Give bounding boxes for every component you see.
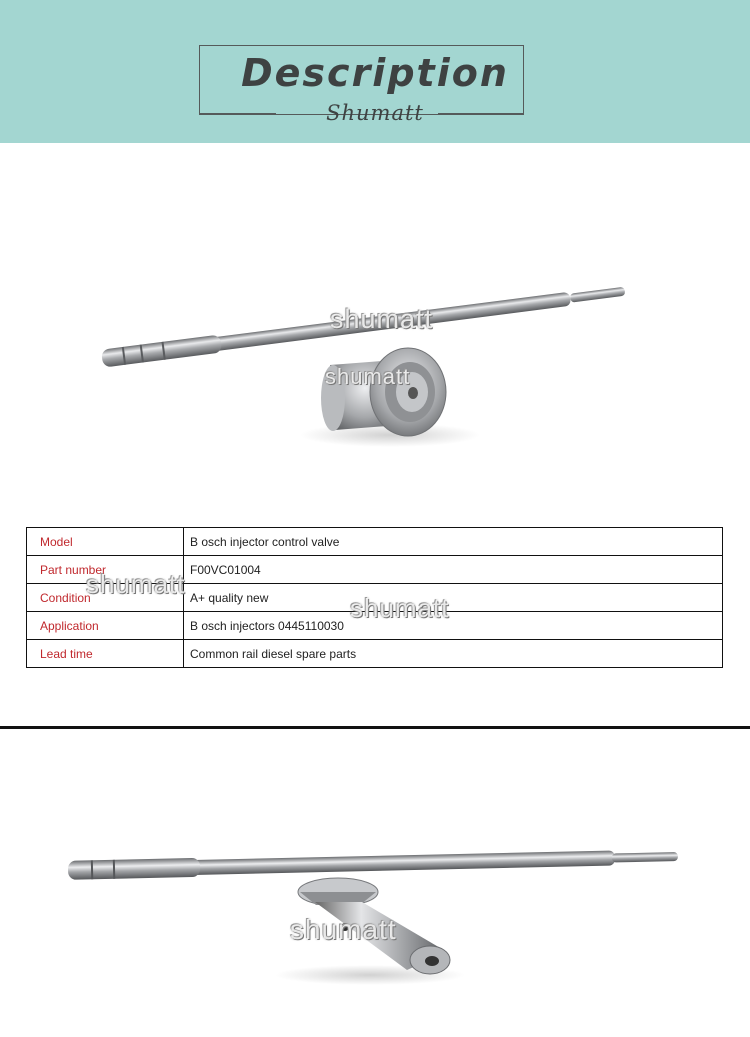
product-photo-1 [0,150,750,510]
watermark-3: shumatt [86,569,186,599]
product-photo-2 [0,780,750,1000]
watermark-4: shumatt [350,593,450,623]
table-row [27,640,723,668]
spec-label: Part number [27,556,184,584]
spec-value: A+ quality new [184,584,723,612]
watermark-2: shumatt [325,364,411,389]
subtitle-rule-right [438,113,524,114]
spec-label: Application [27,612,184,640]
page-subtitle: Shumatt [326,101,424,125]
watermark-1: shumatt [330,304,434,334]
watermark-5: shumatt [290,914,397,945]
valve-stem-graphic-2 [68,847,678,880]
header-banner [0,0,750,143]
valve-body-graphic [321,348,446,436]
spec-value: B osch injector control valve [184,528,723,556]
table-row [27,528,723,556]
spec-label: Model [27,528,184,556]
spec-label: Condition [27,584,184,612]
section-divider [0,726,750,729]
spec-value: B osch injectors 0445110030 [184,612,723,640]
page-title: Description [241,51,509,95]
spec-label: Lead time [27,640,184,668]
spec-value: F00VC01004 [184,556,723,584]
spec-value: Common rail diesel spare parts [184,640,723,668]
